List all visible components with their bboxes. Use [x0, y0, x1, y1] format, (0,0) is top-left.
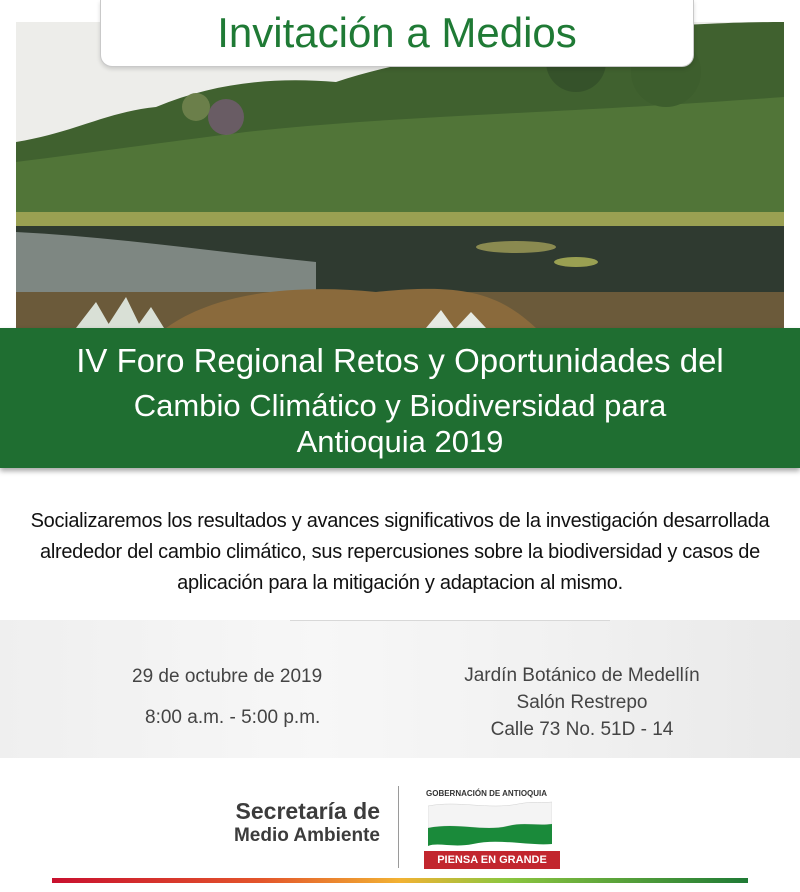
secretaria-line1: Secretaría de	[235, 798, 380, 824]
slogan-badge: PIENSA EN GRANDE	[424, 851, 560, 869]
antioquia-flag-icon	[428, 800, 552, 846]
description-line3: aplicación para la mitigación y adaptacion al mismo.	[177, 572, 623, 594]
venue-room: Salón Restrepo	[516, 692, 648, 713]
venue-address: Calle 73 No. 51D - 14	[490, 719, 674, 740]
event-description	[30, 506, 770, 599]
event-title-banner	[0, 328, 800, 468]
gobernacion-label: GOBERNACIÓN DE ANTIOQUIA	[426, 789, 548, 798]
event-time: 8:00 a.m. - 5:00 p.m.	[145, 707, 321, 728]
landscape-photo-icon	[16, 22, 784, 328]
info-divider-line	[290, 620, 610, 621]
page-title: Invitación a Medios	[217, 9, 577, 56]
event-date: 29 de octubre de 2019	[132, 666, 323, 687]
landscape-photo	[16, 22, 784, 328]
footer-divider	[398, 786, 399, 868]
venue-name: Jardín Botánico de Medellín	[464, 665, 700, 686]
secretaria-logo-text	[150, 798, 380, 848]
event-title-line2: Cambio Climático y Biodiversidad para	[133, 388, 667, 423]
event-title-line1: IV Foro Regional Retos y Oportunidades del	[76, 342, 724, 379]
header-title-box	[100, 0, 694, 67]
secretaria-line2: Medio Ambiente	[233, 825, 380, 846]
event-venue	[440, 662, 724, 743]
footer-color-bar	[52, 878, 748, 883]
event-title-line3: Antioquia 2019	[296, 424, 504, 459]
description-line2: alrededor del cambio climático, sus repercusiones sobre la biodiversidad y casos de	[40, 541, 760, 563]
description-line1: Socializaremos los resultados y avances significativos de la investigación desarrollada	[30, 510, 770, 532]
